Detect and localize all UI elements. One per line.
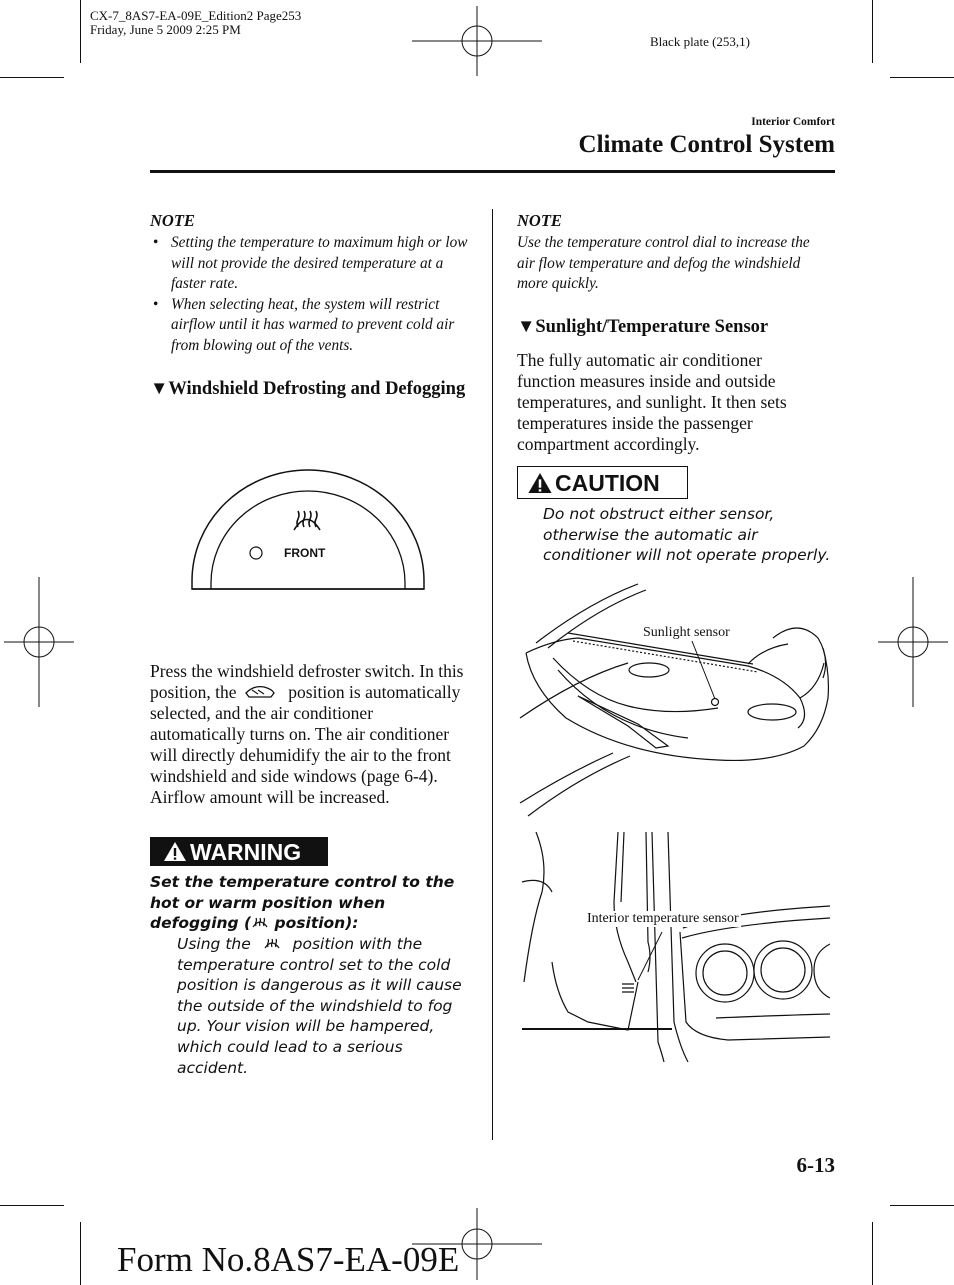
triangle-bullet-icon: ▼ (150, 379, 169, 399)
right-note-text: Use the temperature control dial to increase the air flow temperature and defog the windshield more quickly. (517, 234, 810, 292)
page-title: Climate Control System (578, 131, 835, 158)
left-note-item-1: • Setting the temperature to maximum high or low will not provide the desired temperature at a faster rate. (150, 233, 470, 295)
print-file-line: CX-7_8AS7-EA-09E_Edition2 Page253 (90, 8, 302, 23)
defroster-icon (262, 936, 282, 950)
triangle-bullet-icon: ▼ (517, 317, 536, 337)
sunlight-sensor-figure (518, 578, 830, 822)
left-note-item-2: • When selecting heat, the system will restrict airflow until it has warmed to prevent cold air from blowing out of the vents. (150, 295, 470, 357)
warning-detail-part2: position with the temperature control set to the cold position is dangerous as it will cause the outside of the windshield to fog up. Your vision will be hampered, which could lead to a serious accident. (177, 935, 462, 1077)
caution-banner (517, 466, 688, 499)
defroster-icon (294, 511, 320, 530)
print-date-line: Friday, June 5 2009 2:25 PM (90, 22, 241, 37)
indicator-light (250, 547, 262, 559)
defrost-body (150, 661, 470, 808)
column-divider (492, 209, 493, 1140)
sensor-subhead (517, 316, 768, 338)
defrost-subhead-text: Windshield Defrosting and Defogging (168, 379, 466, 399)
defrost-body-part1: Press the windshield defroster switch. In this position, the (150, 661, 464, 702)
temperature-sensor-label: Interior temperature sensor (587, 911, 739, 926)
defrost-subhead (150, 378, 465, 400)
defrost-body-part2: position is automatically selected, and the air conditioner automatically turns on. The air conditioner will directly dehumidify the air to the front windshield and side windows (page 6-4). Airflow amount will be increased. (150, 682, 461, 807)
warning-triangle-icon (163, 841, 187, 862)
left-note-label: NOTE (150, 211, 195, 230)
airflow-mode-icon (244, 684, 276, 700)
page-number: 6-13 (796, 1153, 835, 1177)
sunlight-sensor-label: Sunlight sensor (643, 625, 730, 640)
header-rule (150, 170, 835, 173)
section-label: Interior Comfort (751, 116, 835, 128)
warning-lead-part1: Set the temperature control to the hot or warm position when defogging ( (150, 873, 455, 933)
warning-lead-part2: position): (274, 914, 359, 933)
temperature-sensor-figure (518, 832, 830, 1062)
warning-lead (150, 872, 470, 934)
warning-detail (177, 934, 477, 1078)
print-plate: Black plate (253,1) (650, 34, 750, 49)
left-note-list (150, 233, 470, 356)
warning-label: WARNING (190, 839, 302, 865)
right-note-label: NOTE (517, 211, 562, 230)
caution-text: Do not obstruct either sensor, otherwise the automatic air conditioner will not operate properly. (543, 505, 831, 565)
caution-label: CAUTION (555, 470, 660, 496)
sensor-subhead-text: Sunlight/Temperature Sensor (535, 317, 769, 337)
sensor-body: The fully automatic air conditioner function measures inside and outside temperatures, and sunlight. It then sets temperatures inside the passenger compartment accordingly. (517, 350, 787, 454)
warning-triangle-icon (527, 472, 553, 494)
warning-detail-part1: Using the (177, 935, 251, 953)
defroster-switch-figure (188, 469, 428, 591)
defroster-icon (251, 915, 269, 929)
warning-banner (150, 837, 328, 866)
form-number: Form No.8AS7-EA-09E (117, 1240, 460, 1279)
switch-label: FRONT (284, 546, 326, 560)
